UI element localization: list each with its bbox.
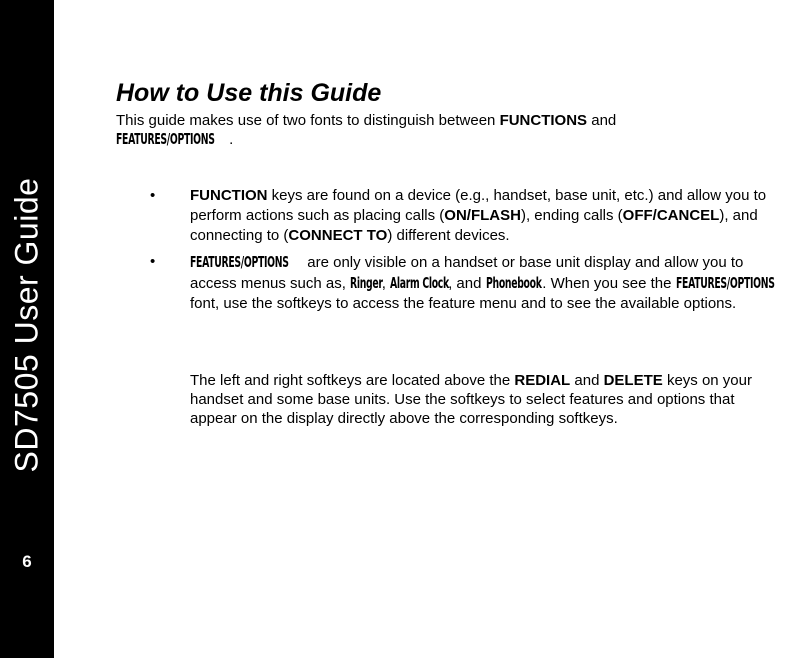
content: [116, 78, 784, 108]
page-heading: How to Use this Guide: [116, 79, 382, 107]
key-redial: REDIAL: [514, 372, 571, 389]
key-on-flash: ON/FLASH: [444, 207, 521, 224]
menu-alarm-clock: Alarm Clock: [390, 274, 449, 292]
item-text: ) different devices.: [387, 227, 510, 244]
item-text: . When you see the: [542, 275, 676, 292]
intro-paragraph: [116, 111, 776, 149]
softkeys-paragraph: [190, 371, 780, 428]
item-text: ,: [381, 275, 391, 292]
key-delete: DELETE: [603, 372, 663, 389]
menu-phonebook: Phonebook: [485, 274, 542, 292]
bullet-icon: •: [150, 187, 156, 204]
bullet-list: [150, 186, 787, 320]
item-text: ), and connecting to (: [190, 207, 758, 244]
bullet-icon: •: [150, 253, 156, 270]
function-term: FUNCTION: [190, 187, 268, 204]
item-text: , and: [448, 275, 486, 292]
intro-text: .: [229, 131, 234, 148]
item-text: font, use the softkeys to access the feature menu and to see the available options.: [190, 295, 737, 312]
menu-ringer: Ringer: [350, 274, 383, 292]
features-term: FEATURES/OPTIONS: [190, 253, 289, 271]
intro-text: and: [587, 112, 617, 129]
para-text: and: [570, 372, 604, 389]
para-text: keys on your handset and some base units. Use the softkeys to select features and options that appear on the display directly above the corresponding softkeys.: [190, 372, 752, 427]
key-off-cancel: OFF/CANCEL: [622, 207, 720, 224]
item-text: are only visible on a handset or base unit display and allow you to access menus such as,: [190, 254, 744, 292]
sidebar: [0, 0, 54, 658]
key-connect-to: CONNECT TO: [288, 227, 388, 244]
item-text: ), ending calls (: [520, 207, 623, 224]
intro-text: This guide makes use of two fonts to distinguish between: [116, 112, 500, 129]
para-text: The left and right softkeys are located above the: [190, 372, 515, 389]
functions-term: FUNCTIONS: [499, 112, 588, 129]
list-item: [150, 186, 787, 246]
features-term: FEATURES/OPTIONS: [675, 274, 775, 292]
sidebar-title: SD7505 User Guide: [8, 177, 45, 473]
item-text: keys are found on a device (e.g., handset, base unit, etc.) and allow you to perform actions such as placing calls (: [190, 187, 767, 224]
list-item: [150, 252, 787, 314]
features-term: FEATURES/OPTIONS: [116, 130, 215, 148]
page-number: 6: [22, 552, 32, 571]
